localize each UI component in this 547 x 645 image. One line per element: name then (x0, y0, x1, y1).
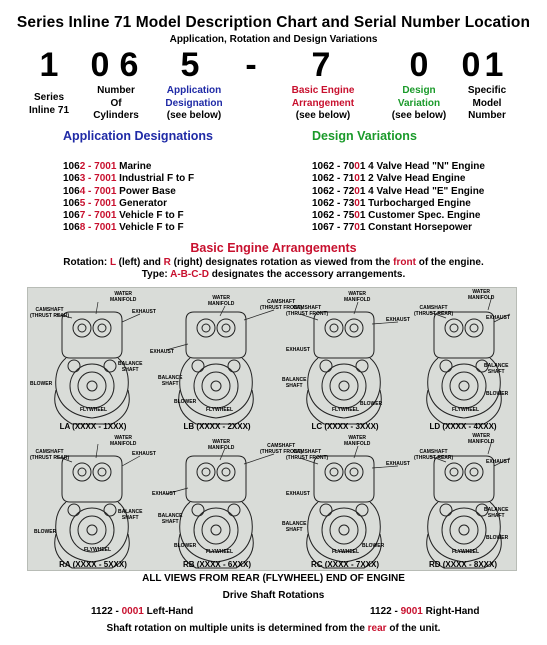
callout-blower: BLOWER (486, 391, 509, 397)
label-series: Series Inline 71 (28, 92, 69, 116)
view-label-lb: LB (XXXX - 2XXX) (183, 422, 251, 431)
design-variations-heading: Design Variations (312, 129, 417, 143)
basic-engine-heading: Basic Engine Arrangements (190, 241, 357, 255)
view-label-ra: RA (XXXX - 5XXX) (59, 560, 127, 569)
view-label-lc: LC (XXXX - 3XXX) (311, 422, 379, 431)
callout-balance-shaft: BALANCE SHAFT (158, 513, 183, 525)
callout-flywheel: FLYWHEEL (332, 549, 360, 555)
callout-camshaft: CAMSHAFT (THRUST FRONT) (286, 449, 329, 461)
list-item: 1062 - 7201 4 Valve Head "E" Engine (312, 185, 485, 197)
callout-blower: BLOWER (30, 381, 53, 387)
callout-exhaust: EXHAUST (486, 459, 510, 465)
callout-exhaust: EXHAUST (150, 349, 174, 355)
list-item: 1063 - 7001 Industrial F to F (63, 173, 195, 185)
callout-exhaust: EXHAUST (152, 491, 176, 497)
callout-flywheel: FLYWHEEL (84, 547, 112, 553)
callout-camshaft: CAMSHAFT (THRUST REAR) (414, 305, 454, 317)
all-views-note: ALL VIEWS FROM REAR (FLYWHEEL) END OF ENGINE (142, 573, 405, 584)
callout-flywheel: FLYWHEEL (80, 407, 108, 413)
label-specific: Specific Model Number (467, 85, 507, 121)
serial-digit-8: 1 (484, 46, 504, 84)
rotation-text: Rotation: L (left) and R (right) designates rotation as viewed from the front of the engine. (63, 257, 484, 268)
right-hand-rotation: 1122 - 9001 Right-Hand (370, 606, 480, 617)
callout-blower: BLOWER (174, 543, 197, 549)
list-item: 1062 - 7101 2 Valve Head Engine (312, 173, 466, 185)
page-title: Series Inline 71 Model Description Chart and Serial Number Location (16, 14, 531, 31)
callout-water-manifold: WATER MANIFOLD (344, 435, 371, 447)
serial-digit-1: 1 (39, 46, 59, 84)
callout-water-manifold: WATER MANIFOLD (468, 289, 495, 301)
serial-dash: - (245, 46, 257, 84)
callout-balance-shaft: BALANCE SHAFT (118, 361, 143, 373)
callout-flywheel: FLYWHEEL (206, 549, 234, 555)
serial-digit-5: 7 (311, 46, 331, 84)
callout-camshaft: CAMSHAFT (THRUST REAR) (30, 307, 70, 319)
view-label-la: LA (XXXX - 1XXX) (59, 422, 127, 431)
callout-blower: BLOWER (362, 543, 385, 549)
callout-water-manifold: WATER MANIFOLD (208, 295, 235, 307)
callout-water-manifold: WATER MANIFOLD (110, 435, 137, 447)
callout-camshaft: CAMSHAFT (THRUST REAR) (414, 449, 454, 461)
serial-digit-6: 0 (409, 46, 429, 84)
callout-balance-shaft: BALANCE SHAFT (282, 521, 307, 533)
label-application: Application Designation (see below) (165, 85, 223, 121)
callout-water-manifold: WATER MANIFOLD (344, 291, 371, 303)
view-label-rd: RD (XXXX - 8XXX) (428, 560, 497, 569)
callout-water-manifold: WATER MANIFOLD (208, 439, 235, 451)
callout-exhaust: EXHAUST (132, 309, 156, 315)
callout-water-manifold: WATER MANIFOLD (110, 291, 137, 303)
list-item: 1062 - 7001 Marine (63, 161, 152, 172)
left-hand-rotation: 1122 - 0001 Left-Hand (91, 606, 194, 617)
callout-blower: BLOWER (360, 401, 383, 407)
callout-balance-shaft: BALANCE SHAFT (484, 507, 509, 519)
design-list (312, 161, 485, 235)
callout-camshaft: CAMSHAFT (THRUST FRONT) (260, 299, 303, 311)
label-cylinders: Number Of Cylinders (93, 85, 139, 121)
callout-blower: BLOWER (174, 399, 197, 405)
callout-camshaft: CAMSHAFT (THRUST FRONT) (260, 443, 303, 455)
type-text: Type: A-B-C-D designates the accessory arrangements. (141, 269, 406, 280)
view-label-ld: LD (XXXX - 4XXX) (429, 422, 497, 431)
application-list (63, 161, 194, 235)
serial-digit-7: 0 (461, 46, 481, 84)
serial-digit-4: 5 (180, 46, 200, 84)
callout-camshaft: CAMSHAFT (THRUST REAR) (30, 449, 70, 461)
list-item: 1064 - 7001 Power Base (63, 185, 176, 197)
list-item: 1062 - 7301 Turbocharged Engine (312, 197, 471, 209)
list-item: 1065 - 7001 Generator (63, 197, 167, 209)
callout-blower: BLOWER (34, 529, 57, 535)
callout-flywheel: FLYWHEEL (452, 407, 480, 413)
view-label-rb: RB (XXXX - 6XXX) (182, 560, 251, 569)
serial-digit-3: 6 (119, 46, 139, 84)
page-subtitle: Application, Rotation and Design Variations (169, 34, 378, 45)
drive-shaft-heading: Drive Shaft Rotations (222, 590, 325, 601)
view-label-rc: RC (XXXX - 7XXX) (310, 560, 379, 569)
multi-unit-note: Shaft rotation on multiple units is determined from the rear of the unit. (106, 623, 441, 634)
callout-flywheel: FLYWHEEL (206, 407, 234, 413)
engine-diagram-panel (27, 287, 517, 571)
list-item: 1068 - 7001 Vehicle F to F (63, 222, 184, 234)
list-item: 1067 - 7701 Constant Horsepower (312, 222, 473, 234)
list-item: 1067 - 7001 Vehicle F to F (63, 210, 184, 222)
callout-blower: BLOWER (486, 535, 509, 541)
callout-exhaust: EXHAUST (386, 461, 410, 467)
list-item: 1062 - 7501 Customer Spec. Engine (312, 210, 481, 222)
callout-flywheel: FLYWHEEL (332, 407, 360, 413)
label-design: Design Variation (see below) (391, 85, 447, 121)
callout-balance-shaft: BALANCE SHAFT (158, 375, 183, 387)
callout-camshaft: CAMSHAFT (THRUST FRONT) (286, 305, 329, 317)
callout-exhaust: EXHAUST (486, 315, 510, 321)
callout-flywheel: FLYWHEEL (452, 549, 480, 555)
callout-balance-shaft: BALANCE SHAFT (118, 509, 143, 521)
label-arrangement: Basic Engine Arrangement (see below) (291, 85, 355, 121)
callout-exhaust: EXHAUST (286, 491, 310, 497)
callout-exhaust: EXHAUST (132, 451, 156, 457)
list-item: 1062 - 7001 4 Valve Head "N" Engine (312, 161, 485, 172)
serial-digit-2: 0 (90, 46, 110, 84)
callout-balance-shaft: BALANCE SHAFT (282, 377, 307, 389)
callout-exhaust: EXHAUST (286, 347, 310, 353)
callout-water-manifold: WATER MANIFOLD (468, 433, 495, 445)
application-designations-heading: Application Designations (63, 129, 214, 143)
callout-balance-shaft: BALANCE SHAFT (484, 363, 509, 375)
callout-exhaust: EXHAUST (386, 317, 410, 323)
